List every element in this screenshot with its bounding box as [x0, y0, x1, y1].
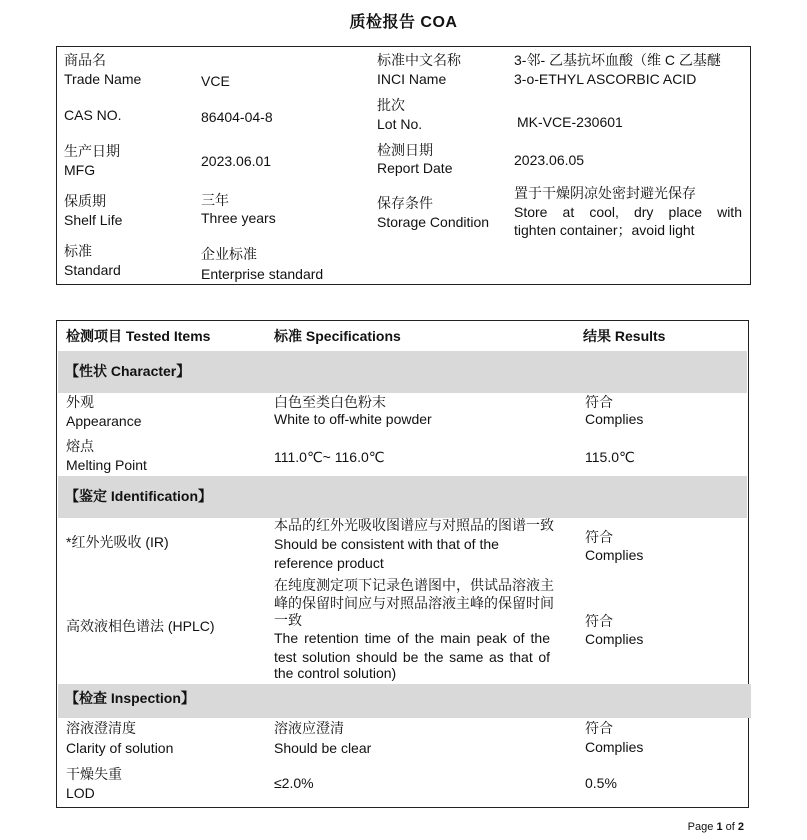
- storage-label-cn: 保存条件: [377, 195, 433, 211]
- shelf-life-label-en: Shelf Life: [64, 212, 123, 228]
- trade-name-label-en: Trade Name: [64, 71, 142, 87]
- hplc-item: 高效液相色谱法 (HPLC): [66, 618, 215, 634]
- hplc-spec-5: test solution should be the same as that of: [274, 649, 550, 665]
- of-word: of: [725, 821, 735, 833]
- melting-item-en: Melting Point: [66, 457, 147, 473]
- storage-value-cn: 置于干燥阴凉处密封避光保存: [514, 185, 696, 201]
- ir-spec-2: Should be consistent with that of the: [274, 536, 499, 552]
- clarity-result-en: Complies: [585, 739, 644, 755]
- clarity-item-cn: 溶液澄清度: [66, 720, 136, 736]
- lot-label-cn: 批次: [377, 97, 405, 113]
- trade-name-label-cn: 商品名: [64, 52, 106, 68]
- clarity-item-en: Clarity of solution: [66, 740, 174, 756]
- lot-value: MK-VCE-230601: [517, 114, 623, 130]
- clarity-spec-en: Should be clear: [274, 740, 372, 756]
- mfg-label-cn: 生产日期: [64, 143, 120, 159]
- melting-spec: 111.0℃~ 116.0℃: [274, 449, 385, 465]
- report-date-label-en: Report Date: [377, 160, 453, 176]
- shelf-life-value-en: Three years: [201, 210, 276, 226]
- lod-spec: ≤2.0%: [274, 775, 314, 791]
- lod-item-cn: 干燥失重: [66, 766, 122, 782]
- clarity-result-cn: 符合: [585, 720, 613, 736]
- standard-label-cn: 标准: [64, 243, 92, 259]
- test-results-table: [56, 320, 749, 808]
- trade-name-value: VCE: [201, 73, 230, 89]
- standard-label-en: Standard: [64, 262, 121, 278]
- page-total: 2: [737, 821, 744, 833]
- ir-result-en: Complies: [585, 547, 644, 563]
- report-date-value: 2023.06.05: [514, 152, 585, 168]
- standard-value-cn: 企业标准: [201, 246, 257, 262]
- page-word: Page: [687, 821, 714, 833]
- cas-value: 86404-04-8: [201, 109, 273, 125]
- ir-spec-1: 本品的红外光吸收图谱应与对照品的图谱一致: [274, 517, 554, 533]
- ir-spec-3: reference product: [274, 555, 384, 571]
- report-date-label-cn: 检测日期: [377, 142, 433, 158]
- storage-label-en: Storage Condition: [377, 214, 490, 230]
- hplc-spec-3: 一致: [274, 612, 302, 628]
- inci-value-cn: 3-邻- 乙基抗坏血酸（维 C 乙基醚: [514, 52, 721, 68]
- cas-label: CAS NO.: [64, 107, 122, 123]
- header-specifications: 标准 Specifications: [274, 328, 401, 344]
- product-info-box: [56, 46, 751, 285]
- appearance-result-en: Complies: [585, 411, 644, 427]
- mfg-label-en: MFG: [64, 162, 96, 178]
- hplc-spec-4: The retention time of the main peak of the: [274, 630, 550, 646]
- hplc-result-cn: 符合: [585, 613, 613, 629]
- lot-label-en: Lot No.: [377, 116, 423, 132]
- section-identification: 【鉴定 Identification】: [65, 488, 212, 504]
- standard-value-en: Enterprise standard: [201, 266, 324, 282]
- appearance-spec-cn: 白色至类白色粉末: [274, 394, 386, 410]
- page-title: 质检报告 COA: [349, 14, 458, 31]
- melting-item-cn: 熔点: [66, 438, 94, 454]
- hplc-result-en: Complies: [585, 631, 644, 647]
- hplc-spec-6: the control solution): [274, 665, 397, 681]
- lod-result: 0.5%: [585, 775, 617, 791]
- appearance-item-cn: 外观: [66, 394, 94, 410]
- storage-value-en-1: Store at cool, dry place with: [514, 204, 742, 220]
- melting-result: 115.0℃: [585, 449, 635, 465]
- inci-value-en: 3-o-ETHYL ASCORBIC ACID: [514, 71, 697, 87]
- hplc-spec-1: 在纯度测定项下记录色谱图中，供试品溶液主: [274, 577, 554, 593]
- appearance-spec-en: White to off-white powder: [274, 411, 432, 427]
- shelf-life-label-cn: 保质期: [64, 193, 106, 209]
- ir-item: *红外光吸收 (IR): [66, 534, 169, 550]
- shelf-life-value-cn: 三年: [201, 192, 229, 208]
- appearance-item-en: Appearance: [66, 413, 142, 429]
- appearance-result-cn: 符合: [585, 394, 613, 410]
- inci-label-en: INCI Name: [377, 71, 447, 87]
- mfg-value: 2023.06.01: [201, 153, 272, 169]
- hplc-spec-2: 峰的保留时间应与对照品溶液主峰的保留时间: [274, 595, 554, 611]
- page-number: 1: [716, 821, 723, 833]
- section-inspection: 【检查 Inspection】: [65, 690, 195, 706]
- storage-value-en-2: tighten container；avoid light: [514, 222, 695, 238]
- ir-result-cn: 符合: [585, 529, 613, 545]
- lod-item-en: LOD: [66, 785, 95, 801]
- clarity-spec-cn: 溶液应澄清: [274, 720, 344, 736]
- inci-label-cn: 标准中文名称: [377, 52, 461, 68]
- page-footer: [688, 821, 744, 833]
- header-tested-items: 检测项目 Tested Items: [66, 328, 211, 344]
- header-results: 结果 Results: [583, 328, 666, 344]
- section-character: 【性状 Character】: [65, 363, 191, 379]
